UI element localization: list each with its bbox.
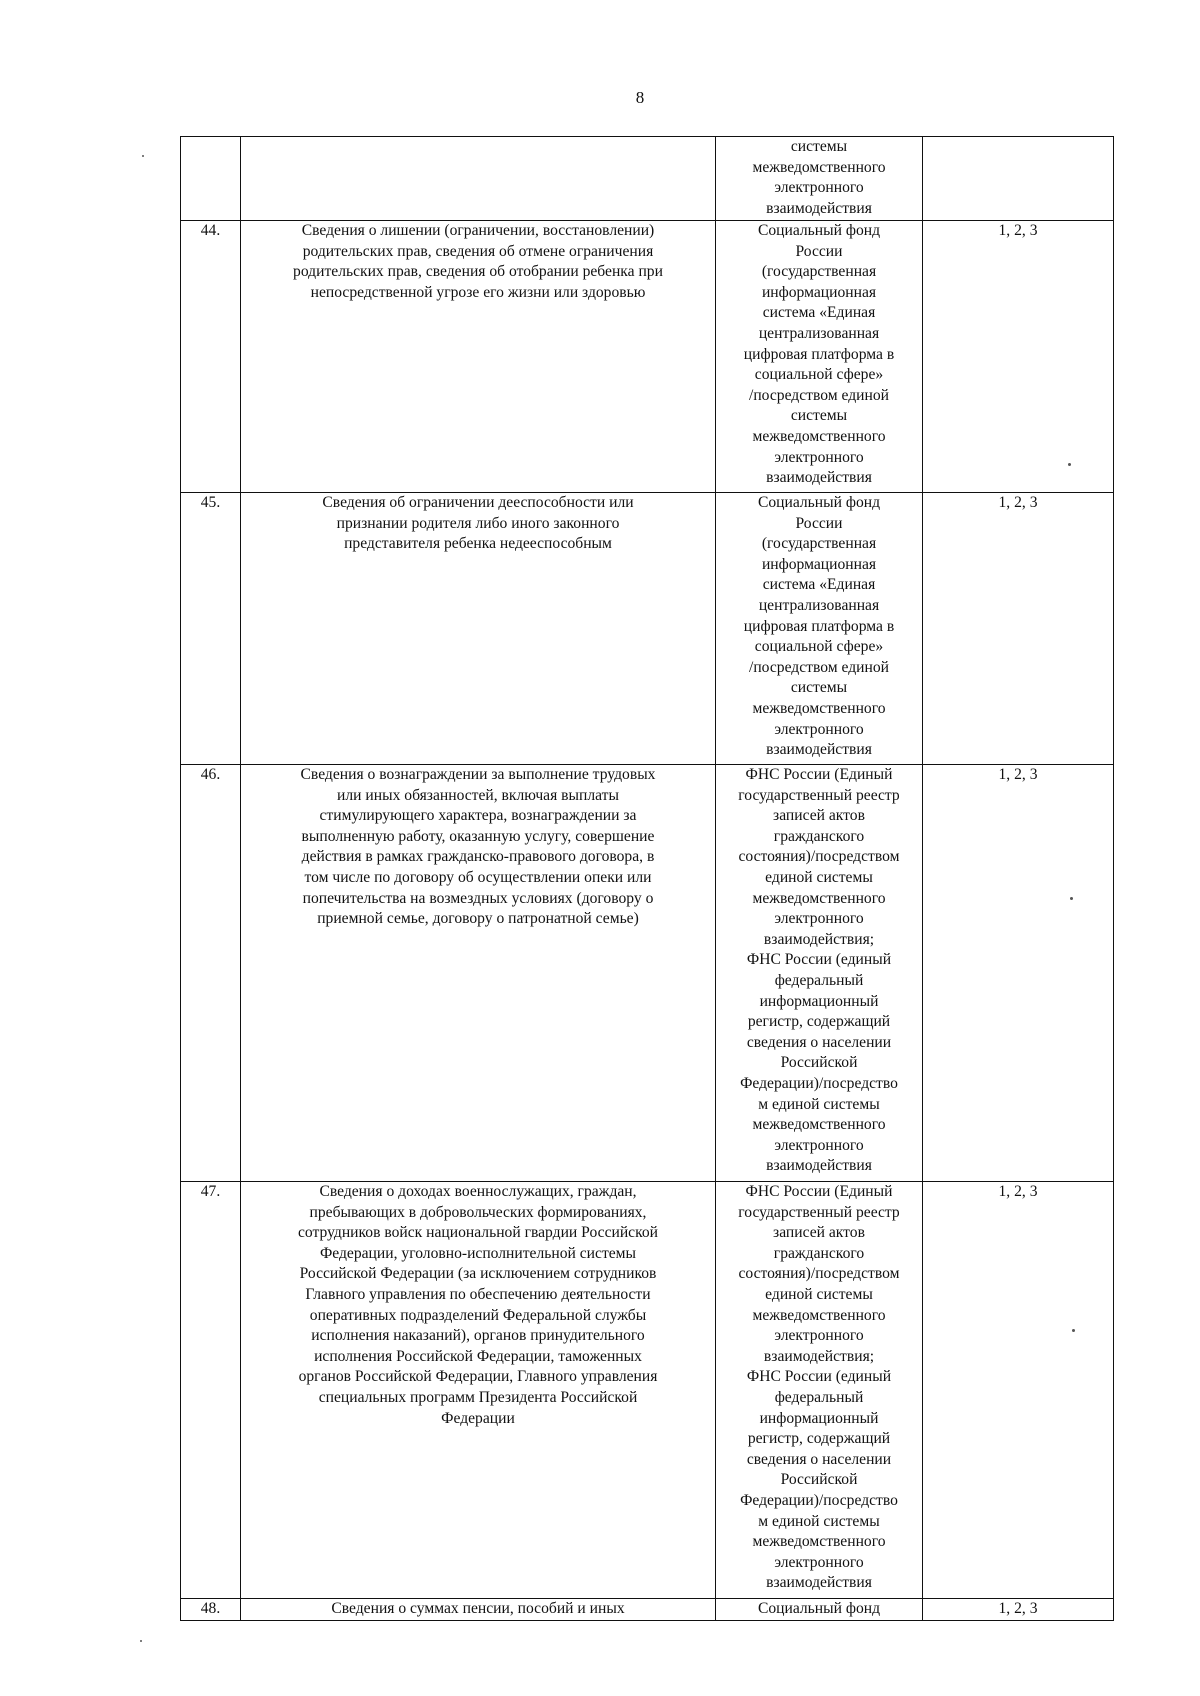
description-line: специальных программ Президента Российской — [318, 1388, 638, 1406]
description-cell — [241, 221, 716, 493]
source-line: Социальный фонд — [757, 494, 881, 511]
source-line: межведомственного — [752, 1533, 886, 1551]
source-line: централизованная — [758, 324, 880, 342]
source-line: записей актов — [773, 1224, 865, 1242]
source-line: электронного — [774, 1553, 864, 1571]
source-line: цифровая платформа в — [743, 345, 895, 363]
source-line: федеральный — [774, 1388, 864, 1406]
sections-value: 1, 2, 3 — [998, 494, 1038, 511]
source-line: информационная — [761, 283, 877, 301]
description-line: исполнения Российской Федерации, таможенных — [314, 1347, 642, 1365]
table-row — [181, 493, 1114, 765]
sections-cell — [923, 765, 1114, 1182]
description-line: или иных обязанностей, включая выплаты — [337, 786, 619, 804]
source-line: электронного — [774, 1136, 864, 1154]
row-number: 46. — [200, 766, 221, 783]
source-line: ФНС России (единый — [746, 951, 892, 969]
source-line: электронного — [774, 1327, 864, 1345]
source-line: ФНС России (Единый — [745, 1183, 893, 1200]
source-line: состояния)/посредством — [738, 848, 900, 866]
information-table — [180, 136, 1114, 1621]
row-number-cell — [181, 221, 241, 493]
description-line: Федерации, уголовно-исполнительной системы — [319, 1244, 637, 1262]
row-number-cell — [181, 137, 241, 221]
description-line: стимулирующего характера, вознаграждении за — [319, 807, 637, 825]
source-line: взаимодействия; — [763, 1347, 875, 1365]
table-row — [181, 1182, 1114, 1599]
source-line: записей актов — [773, 807, 865, 825]
description-line: пребывающих в добровольческих формированиях, — [309, 1203, 647, 1221]
source-line: /посредством единой — [749, 658, 889, 676]
source-line: система «Единая — [762, 304, 876, 322]
sections-value: 1, 2, 3 — [998, 222, 1038, 239]
source-line: системы — [790, 407, 848, 425]
description-line: Сведения о лишении (ограничении, восстановлении) — [301, 222, 655, 239]
source-line: Российской — [780, 1471, 858, 1489]
source-line: взаимодействия — [766, 469, 872, 487]
source-line: системы — [790, 138, 848, 155]
source-line: электронного — [774, 910, 864, 928]
source-line: Социальный фонд — [757, 222, 881, 239]
source-line: централизованная — [758, 596, 880, 614]
row-number-cell — [181, 493, 241, 765]
source-line: Социальный фонд — [757, 1600, 881, 1617]
source-line: федеральный — [774, 971, 864, 989]
source-line: система «Единая — [762, 576, 876, 594]
source-line: социальной сфере» — [754, 366, 884, 384]
source-line: информационный — [759, 1409, 879, 1427]
sections-cell — [923, 1599, 1114, 1621]
table-row — [181, 1599, 1114, 1621]
source-line: состояния)/посредством — [738, 1265, 900, 1283]
sections-cell — [923, 1182, 1114, 1599]
source-line: ФНС России (Единый — [745, 766, 893, 783]
description-line: родительских прав, сведения об отмене ограничения — [302, 242, 654, 260]
source-line: межведомственного — [752, 889, 886, 907]
sections-value: 1, 2, 3 — [998, 766, 1038, 783]
source-line: информационная — [761, 555, 877, 573]
source-line: ФНС России (единый — [746, 1368, 892, 1386]
source-line: электронного — [774, 179, 864, 197]
description-line: сотрудников войск национальной гвардии Российской — [297, 1224, 659, 1242]
source-line: Федерации)/посредство — [740, 1074, 898, 1092]
sections-cell — [923, 137, 1114, 221]
description-cell — [241, 765, 716, 1182]
row-number: 45. — [200, 494, 221, 511]
description-line: Сведения о доходах военнослужащих, граждан, — [319, 1183, 637, 1200]
sections-value: 1, 2, 3 — [998, 1600, 1038, 1617]
source-line: государственный реестр — [738, 1203, 900, 1221]
source-cell — [716, 493, 923, 765]
row-number-cell — [181, 765, 241, 1182]
source-line: единой системы — [765, 1285, 873, 1303]
table-body — [181, 137, 1114, 1621]
description-line: представителя ребенка недееспособным — [344, 535, 612, 553]
table-row — [181, 137, 1114, 221]
table-row — [181, 221, 1114, 493]
source-line: межведомственного — [752, 158, 886, 176]
source-line: гражданского — [773, 1244, 865, 1262]
source-line: социальной сфере» — [754, 638, 884, 656]
source-line: единой системы — [765, 868, 873, 886]
source-line: государственный реестр — [738, 786, 900, 804]
description-line: органов Российской Федерации, Главного управления — [298, 1368, 658, 1386]
row-number-cell — [181, 1599, 241, 1621]
description-line: Сведения об ограничении дееспособности или — [322, 494, 634, 511]
source-line: взаимодействия — [766, 741, 872, 759]
sections-cell — [923, 493, 1114, 765]
description-line: признании родителя либо иного законного — [336, 514, 620, 532]
source-line: (государственная — [761, 535, 877, 553]
description-cell — [241, 1182, 716, 1599]
source-cell — [716, 765, 923, 1182]
page-number: 8 — [635, 88, 645, 107]
source-cell — [716, 1182, 923, 1599]
source-line: взаимодействия — [766, 1157, 872, 1175]
row-number: 48. — [200, 1600, 221, 1617]
row-number-cell — [181, 1182, 241, 1599]
description-cell — [241, 137, 716, 221]
description-line: том числе по договору об осуществлении опеки или — [304, 868, 652, 886]
sections-cell — [923, 221, 1114, 493]
description-line: действия в рамках гражданско-правового договора, в — [301, 848, 655, 866]
source-line: электронного — [774, 448, 864, 466]
table-row — [181, 765, 1114, 1182]
description-line: Сведения о вознаграждении за выполнение трудовых — [300, 766, 656, 783]
source-line: регистр, содержащий — [747, 1430, 891, 1448]
source-line: гражданского — [773, 827, 865, 845]
description-line: исполнения наказаний), органов принудительного — [311, 1327, 645, 1345]
source-line: (государственная — [761, 263, 877, 281]
description-line: выполненную работу, оказанную услугу, совершение — [301, 827, 655, 845]
source-line: электронного — [774, 720, 864, 738]
sections-value: 1, 2, 3 — [998, 1183, 1038, 1200]
source-line: сведения о населении — [746, 1450, 892, 1468]
description-line: Российской Федерации (за исключением сотрудников — [299, 1265, 657, 1283]
row-number: 47. — [200, 1183, 221, 1200]
description-line: оперативных подразделений Федеральной службы — [309, 1306, 647, 1324]
source-line: сведения о населении — [746, 1033, 892, 1051]
source-line: России — [795, 514, 843, 532]
source-cell — [716, 221, 923, 493]
source-line: м единой системы — [758, 1095, 880, 1113]
source-line: взаимодействия — [766, 199, 872, 217]
description-cell — [241, 493, 716, 765]
source-line: Федерации)/посредство — [740, 1491, 898, 1509]
description-line: Федерации — [441, 1409, 515, 1427]
source-line: межведомственного — [752, 427, 886, 445]
source-line: взаимодействия; — [763, 930, 875, 948]
source-line: информационный — [759, 992, 879, 1010]
source-line: Российской — [780, 1054, 858, 1072]
description-line: непосредственной угрозе его жизни или здоровью — [310, 283, 646, 301]
row-number: 44. — [200, 222, 221, 239]
source-line: /посредством единой — [749, 386, 889, 404]
source-cell — [716, 137, 923, 221]
source-line: межведомственного — [752, 699, 886, 717]
source-line: м единой системы — [758, 1512, 880, 1530]
description-cell — [241, 1599, 716, 1621]
source-line: взаимодействия — [766, 1574, 872, 1592]
description-line: попечительства на возмездных условиях (договору о — [302, 889, 654, 907]
source-line: цифровая платформа в — [743, 617, 895, 635]
description-line: Сведения о суммах пенсии, пособий и иных — [331, 1600, 625, 1617]
source-line: межведомственного — [752, 1116, 886, 1134]
source-line: системы — [790, 679, 848, 697]
description-line: Главного управления по обеспечению деятельности — [305, 1285, 651, 1303]
source-line: России — [795, 242, 843, 260]
description-line: родительских прав, сведения об отобрании ребенка при — [293, 263, 663, 281]
source-cell — [716, 1599, 923, 1621]
description-line: приемной семье, договору о патронатной семье) — [317, 910, 639, 928]
source-line: регистр, содержащий — [747, 1013, 891, 1031]
source-line: межведомственного — [752, 1306, 886, 1324]
